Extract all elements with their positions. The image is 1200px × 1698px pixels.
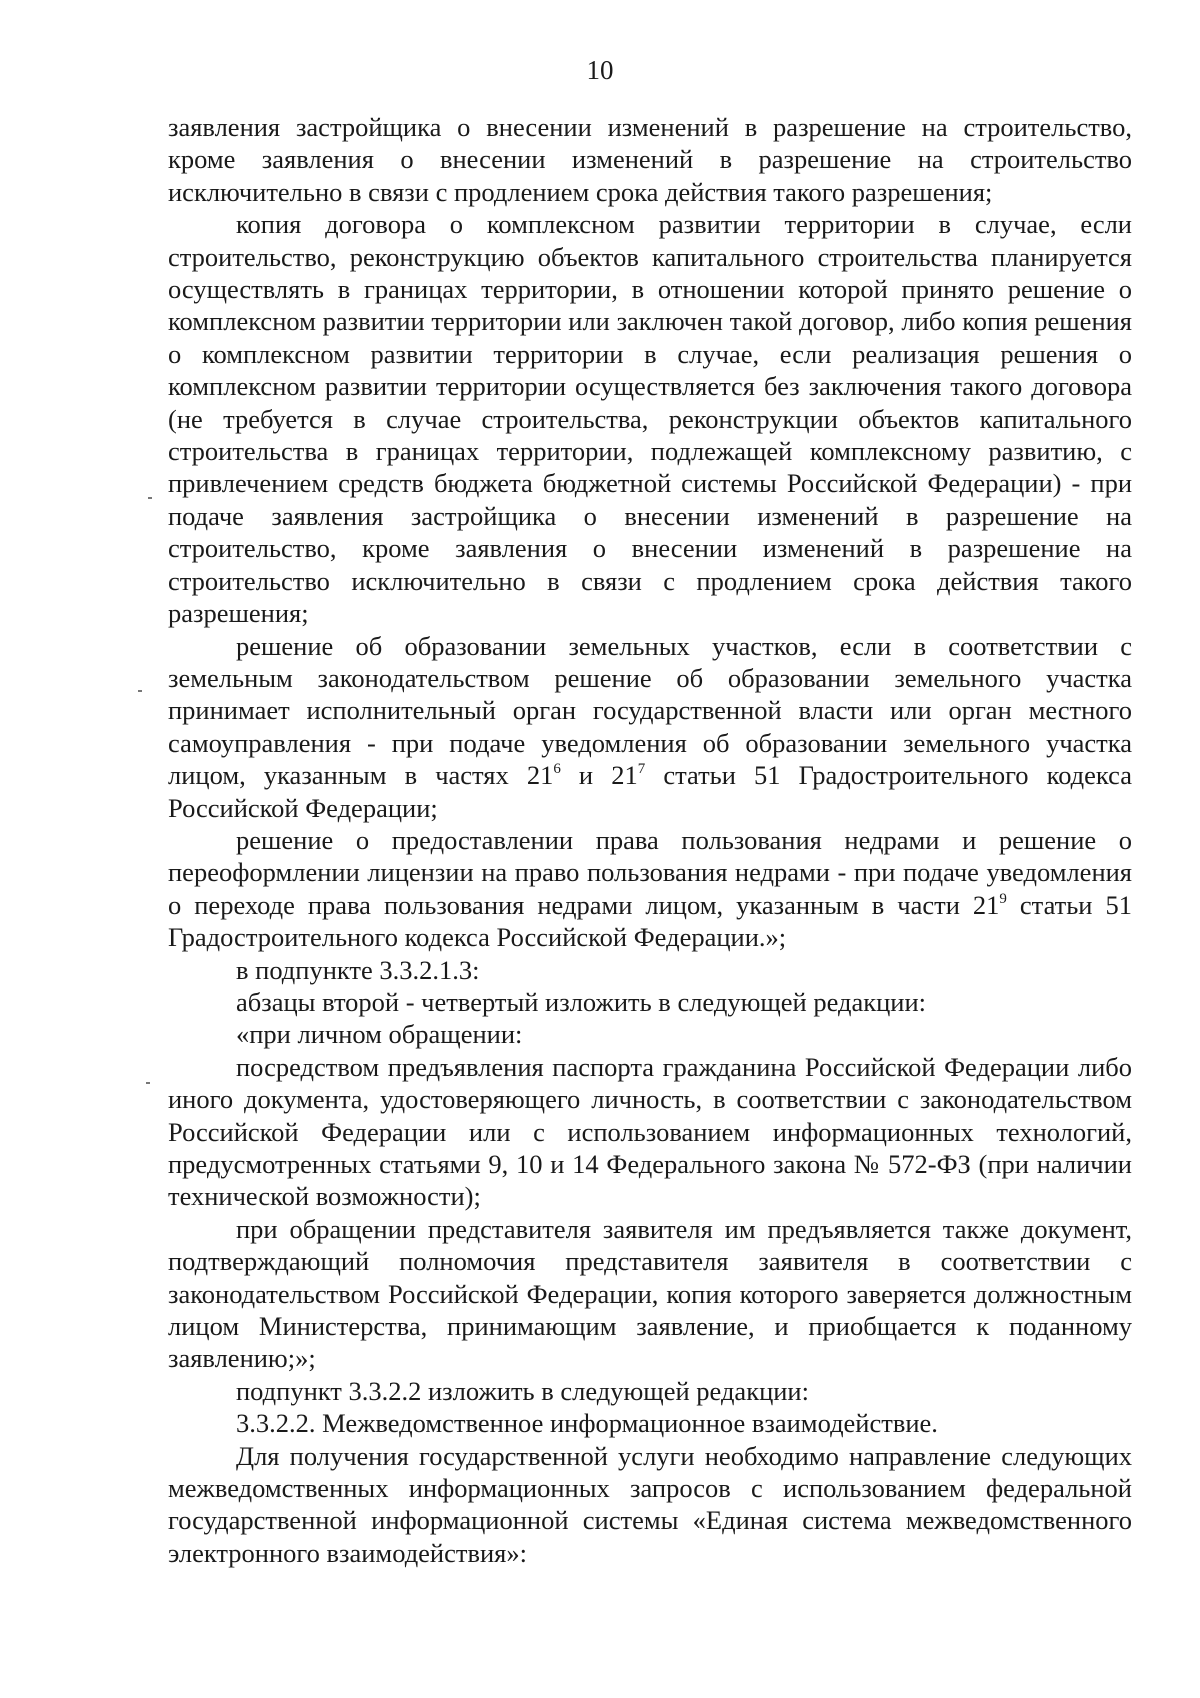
document-body: [168, 111, 1132, 1569]
paragraph: подпункт 3.3.2.2 изложить в следующей редакции:: [236, 1375, 809, 1406]
superscript: 7: [637, 761, 646, 778]
superscript: 9: [999, 890, 1007, 907]
paragraph-text: решение об образовании земельных участков, если в соответствии с земельным законодательством решение об образовании земельного участка принимает исполнительный орган государственной власти или орган местного самоуправления - при подаче уведомления об образовании земельного участка лицом, указанным в частях 21: [168, 630, 1132, 791]
scan-mark: [138, 690, 142, 692]
paragraph: копия договора о комплексном развитии территории в случае, если строительство, реконструкцию объектов капитального строительства планируется осуществлять в границах территории, в отношении которой принято решение о комплексном развитии территории или заключен такой договор, либо копия решения о комплексном развитии территории в случае, если реализация решения о комплексном развитии территории осуществляется без заключения такого договора (не требуется в случае строительства, реконструкции объектов капитального строительства в границах территории, подлежащей комплексному развитию, с привлечением средств бюджета бюджетной системы Российской Федерации) - при подаче заявления застройщика о внесении изменений в разрешение на строительство, кроме заявления о внесении изменений в разрешение на строительство исключительно в связи с продлением срока действия такого разрешения;: [168, 209, 1132, 629]
paragraph-text: и 21: [560, 760, 638, 791]
paragraph: заявления застройщика о внесении изменений в разрешение на строительство, кроме заявления о внесении изменений в разрешение на строительство исключительно в связи с продлением срока действия такого разрешения;: [168, 112, 1132, 207]
paragraph: [168, 630, 1132, 824]
paragraph: при обращении представителя заявителя им предъявляется также документ, подтверждающий полномочия представителя заявителя в соответствии с законодательством Российской Федерации, копия которого заверяется должностным лицом Министерства, принимающим заявление, и приобщается к поданному заявлению;»;: [168, 1213, 1132, 1374]
superscript: 6: [553, 761, 561, 778]
paragraph-text: решение о предоставлении права пользования недрами и решение о переоформлении лицензии на право пользования недрами - при подаче уведомления о переходе права пользования недрами лицом, указанным в части 21: [168, 824, 1132, 920]
paragraph: [168, 824, 1132, 954]
paragraph: посредством предъявления паспорта гражданина Российской Федерации либо иного документа, удостоверяющего личность, в соответствии с законодательством Российской Федерации или с использованием информационных технологий, предусмотренных статьями 9, 10 и 14 Федерального закона № 572-ФЗ (при наличии технической возможности);: [168, 1051, 1132, 1212]
paragraph: абзацы второй - четвертый изложить в следующей редакции:: [236, 986, 927, 1017]
scan-mark: [146, 1082, 150, 1084]
page-number: 10: [586, 55, 614, 85]
paragraph-text: статьи 51 Градостроительного кодекса Российской Федерации.»;: [168, 889, 1132, 953]
paragraph: 3.3.2.2. Межведомственное информационное взаимодействие.: [236, 1408, 938, 1439]
paragraph: «при личном обращении:: [236, 1019, 523, 1050]
paragraph-text: статьи 51 Градостроительного кодекса Российской Федерации;: [168, 760, 1132, 823]
scan-mark: [148, 497, 152, 499]
paragraph: Для получения государственной услуги необходимо направление следующих межведомственных информационных запросов с использованием федеральной государственной информационной системы «Единая система межведомственного электронного взаимодействия»:: [168, 1440, 1132, 1568]
paragraph: в подпункте 3.3.2.1.3:: [236, 954, 480, 985]
